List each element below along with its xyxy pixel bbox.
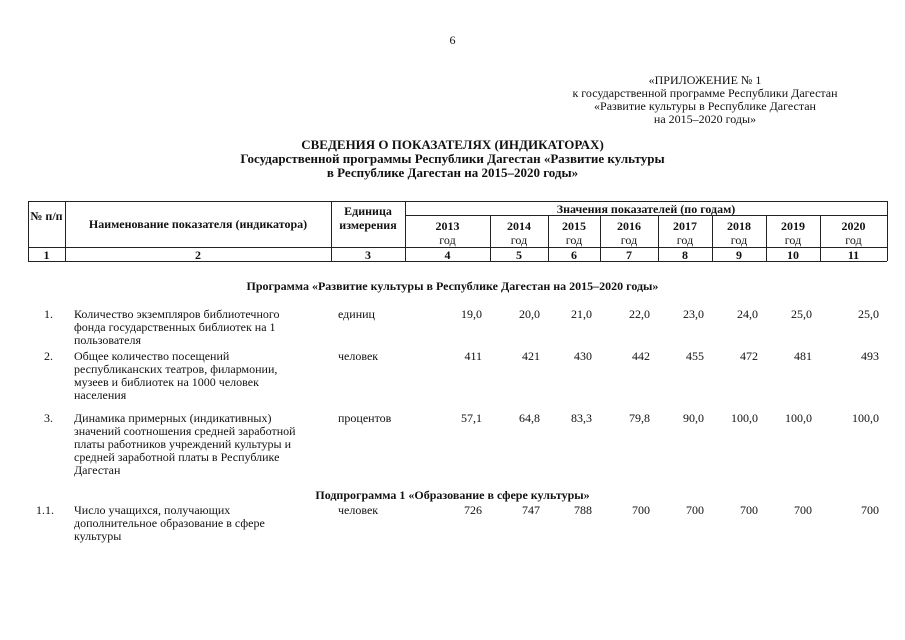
row-value-2016: 442 <box>632 349 650 363</box>
appendix-line-3: «Развитие культуры в Республике Дагестан <box>594 99 816 113</box>
document-title <box>0 138 905 180</box>
colnum-5: 5 <box>516 248 522 262</box>
header-year-2018: 2018 год <box>727 219 751 247</box>
row-value-2020: 700 <box>861 503 879 517</box>
header-year-2019: 2019 год <box>781 219 805 247</box>
page-number: 6 <box>449 33 456 47</box>
appendix-reference <box>520 74 890 126</box>
row-indicator-name: Общее количество посещений республиканских театров, филармонии, музеев и библиотек на 1000 человек населения <box>74 349 278 402</box>
row-value-2018: 700 <box>740 503 758 517</box>
row-value-2014: 64,8 <box>519 411 540 425</box>
row-unit: человек <box>338 349 379 363</box>
row-num: 1.1. <box>36 503 54 517</box>
colnum-9: 9 <box>736 248 742 262</box>
appendix-line-1: «ПРИЛОЖЕНИЕ № 1 <box>648 73 762 87</box>
header-year-2014: 2014 год <box>507 219 531 247</box>
title-line-1: СВЕДЕНИЯ О ПОКАЗАТЕЛЯХ (ИНДИКАТОРАХ) <box>301 137 604 152</box>
row-value-2015: 21,0 <box>571 307 592 321</box>
row-value-2015: 83,3 <box>571 411 592 425</box>
colnum-8: 8 <box>682 248 688 262</box>
colnum-1: 1 <box>43 248 50 262</box>
row-value-2014: 747 <box>522 503 540 517</box>
header-num: № п/п <box>30 209 63 223</box>
row-value-2017: 700 <box>686 503 704 517</box>
row-value-2020: 25,0 <box>858 307 879 321</box>
row-indicator-name: Число учащихся, получающих дополнительное образование в сфере культуры <box>74 503 265 543</box>
header-year-2015: 2015 год <box>562 219 586 247</box>
row-value-2019: 481 <box>794 349 812 363</box>
header-year-2016: 2016 год <box>617 219 641 247</box>
row-value-2016: 700 <box>632 503 650 517</box>
row-value-2019: 25,0 <box>791 307 812 321</box>
colnum-2: 2 <box>195 248 201 262</box>
row-value-2019: 700 <box>794 503 812 517</box>
row-value-2013: 57,1 <box>461 411 482 425</box>
row-value-2015: 430 <box>574 349 592 363</box>
row-value-2013: 411 <box>464 349 482 363</box>
appendix-line-4: на 2015–2020 годы» <box>653 112 757 126</box>
row-value-2020: 493 <box>861 349 879 363</box>
row-value-2018: 100,0 <box>731 411 758 425</box>
section-program: Программа «Развитие культуры в Республике Дагестан на 2015–2020 годы» <box>246 279 659 293</box>
row-value-2016: 22,0 <box>629 307 650 321</box>
title-line-2: Государственной программы Республики Дагестан «Развитие культуры <box>240 151 665 166</box>
row-value-2013: 726 <box>464 503 482 517</box>
row-num: 3. <box>44 411 53 425</box>
colnum-7: 7 <box>626 248 632 262</box>
row-indicator-name: Количество экземпляров библиотечного фонда государственных библиотек на 1 пользователя <box>74 307 280 347</box>
row-value-2018: 472 <box>740 349 758 363</box>
header-indicator-name: Наименование показателя (индикатора) <box>88 217 308 231</box>
row-value-2017: 90,0 <box>683 411 704 425</box>
row-indicator-name: Динамика примерных (индикативных) значений соотношения средней заработной платы работников учреждений культуры и средней заработной платы в Республике Дагестан <box>74 411 296 477</box>
row-value-2014: 421 <box>522 349 540 363</box>
row-unit: единиц <box>338 307 375 321</box>
header-year-2017: 2017 год <box>673 219 697 247</box>
colnum-4: 4 <box>444 248 451 262</box>
header-year-2013: 2013 год <box>435 219 460 247</box>
row-value-2014: 20,0 <box>519 307 540 321</box>
row-num: 2. <box>44 349 53 363</box>
row-num: 1. <box>44 307 53 321</box>
appendix-line-2: к государственной программе Республики Дагестан <box>572 86 838 100</box>
row-unit: процентов <box>338 411 392 425</box>
colnum-11: 11 <box>847 248 860 262</box>
row-value-2016: 79,8 <box>629 411 650 425</box>
row-value-2017: 23,0 <box>683 307 704 321</box>
title-line-3: в Республике Дагестан на 2015–2020 годы» <box>326 165 579 180</box>
row-value-2018: 24,0 <box>737 307 758 321</box>
header-year-2020: 2020 год <box>841 219 866 247</box>
row-value-2017: 455 <box>686 349 704 363</box>
colnum-6: 6 <box>571 248 577 262</box>
colnum-3: 3 <box>365 248 371 262</box>
row-value-2015: 788 <box>574 503 592 517</box>
section-subprogram-1: Подпрограмма 1 «Образование в сфере культуры» <box>315 488 590 502</box>
header-values-group: Значения показателей (по годам) <box>556 202 736 216</box>
colnum-10: 10 <box>787 248 799 262</box>
row-value-2020: 100,0 <box>852 411 879 425</box>
row-value-2019: 100,0 <box>785 411 812 425</box>
row-unit: человек <box>338 503 379 517</box>
row-value-2013: 19,0 <box>461 307 482 321</box>
header-unit: Единица измерения <box>339 204 397 232</box>
